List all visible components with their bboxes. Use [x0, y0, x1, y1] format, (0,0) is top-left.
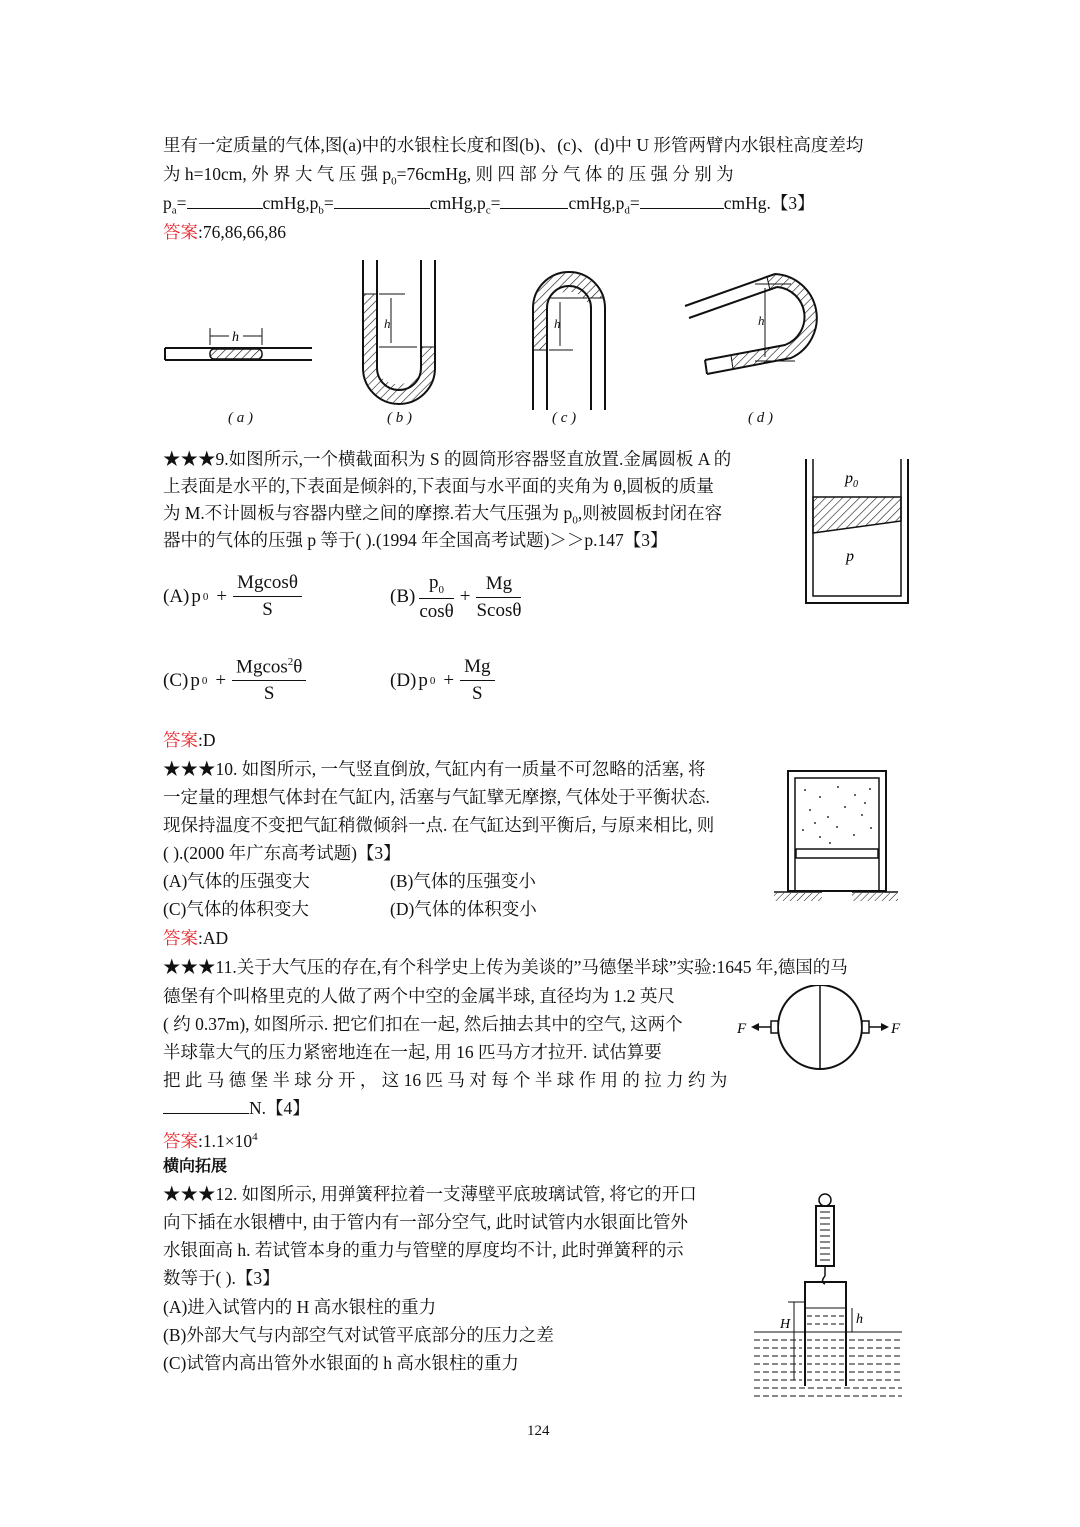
blank-pb[interactable] — [334, 192, 430, 209]
figure-d — [685, 274, 817, 374]
q11-line5: 把 此 马 德 堡 半 球 分 开 ， 这 16 匹 马 对 每 个 半 球 作 用 的 拉 力 约 为 — [163, 1070, 728, 1090]
q11-line1: ★★★11.关于大气压的存在,有个科学史上传为美谈的”马德堡半球”实验:1645 年,德国的马 — [163, 957, 848, 977]
caption-c: ( c ) — [552, 410, 577, 426]
page-number: 124 — [527, 1423, 550, 1439]
section-title: 横向拓展 — [163, 1156, 228, 1175]
blank-force[interactable] — [163, 1097, 249, 1114]
q10-line1: ★★★10. 如图所示, 一气竖直倒放, 气缸内有一质量不可忽略的活塞, 将 — [163, 759, 706, 779]
q12-option-c[interactable]: (C)试管内高出管外水银面的 h 高水银柱的重力 — [163, 1353, 519, 1373]
label-h: h — [856, 1312, 863, 1327]
q10-line3: 现保持温度不变把气缸稍微倾斜一点. 在气缸达到平衡后, 与原来相比, 则 — [163, 815, 715, 835]
svg-text:h: h — [758, 313, 765, 328]
q8-figures — [155, 250, 835, 440]
force-label-right: F — [891, 1021, 901, 1037]
q8-line1: 里有一定质量的气体,图(a)中的水银柱长度和图(b)、(c)、(d)中 U 形管两臂内水银柱高度差均 — [163, 135, 864, 155]
svg-text:h: h — [384, 316, 391, 331]
h-label-a: h — [232, 330, 239, 345]
q11-line6: N.【4】 — [163, 1096, 310, 1120]
figure-a — [165, 328, 312, 360]
q9-line4: 器中的气体的压强 p 等于( ).(1994 年全国高考试题)＞＞p.147【3】 — [163, 530, 668, 550]
q10-line4: ( ).(2000 年广东高考试题)【3】 — [163, 843, 401, 863]
blank-pd[interactable] — [640, 192, 724, 209]
q12-line4: 数等于( ).【3】 — [163, 1268, 280, 1288]
q8-answer: 答案:76,86,66,86 — [163, 222, 286, 242]
q12-figure — [750, 1190, 910, 1400]
q10-option-b[interactable]: (B)气体的压强变小 — [390, 871, 536, 891]
q9-line2: 上表面是水平的,下表面是倾斜的,下表面与水平面的夹角为 θ,圆板的质量 — [163, 476, 714, 496]
q12-option-a[interactable]: (A)进入试管内的 H 高水银柱的重力 — [163, 1297, 437, 1317]
q9-option-a[interactable]: (A) p 0 + $\frac{Mgcos\theta}{S}$ — [163, 572, 306, 621]
q8-blanks: $p_a=$ $cmHg,p_b=$ $cmHg,p_c=$ $cmHg,p_d=$ cmHg.【3】 — [163, 193, 815, 217]
q12-line3: 水银面高 h. 若试管本身的重力与管壁的厚度均不计, 此时弹簧秤的示 — [163, 1240, 684, 1260]
q11-line3: ( 约 0.37m), 如图所示. 把它们扣在一起, 然后抽去其中的空气, 这两个 — [163, 1014, 683, 1034]
q12-line2: 向下插在水银槽中, 由于管内有一部分空气, 此时试管内水银面比管外 — [163, 1212, 688, 1232]
label-p0: $p_0$ — [845, 470, 858, 490]
svg-text:h: h — [554, 316, 561, 331]
q11-figure — [735, 985, 910, 1075]
q11-line4: 半球靠大气的压力紧密地连在一起, 用 16 匹马方才拉开. 试估算要 — [163, 1042, 662, 1062]
q11-answer: 答案$:1.1\times 10^4$ — [163, 1130, 258, 1151]
q9-answer: 答案:D — [163, 730, 216, 750]
label-p: p — [846, 548, 854, 565]
q9-line3: 为 M.不计圆板与容器内壁之间的摩擦.若大气压强为 $p_0$,则被圆板封闭在容 — [163, 503, 723, 527]
q9-option-d[interactable]: (D) p 0 + $\frac{Mg}{S}$ — [390, 656, 499, 705]
q10-answer: 答案:AD — [163, 928, 229, 948]
q11-line2: 德堡有个叫格里克的人做了两个中空的金属半球, 直径均为 1.2 英尺 — [163, 986, 675, 1006]
caption-d: ( d ) — [748, 410, 773, 426]
blank-pc[interactable] — [500, 192, 568, 209]
q9-option-b[interactable]: (B) $\frac{p_0}{\cos\theta}$ + $\frac{Mg}{Scos\theta}$ — [390, 572, 522, 622]
q10-figure — [770, 765, 900, 910]
blank-pa[interactable] — [187, 192, 263, 209]
q8-line2: 为 h=10cm, 外 界 大 气 压 强 $p_0=76cmHg$, 则 四 部 分 气 体 的 压 强 分 别 为 — [163, 164, 734, 188]
caption-a: ( a ) — [228, 410, 253, 426]
q12-option-b[interactable]: (B)外部大气与内部空气对试管平底部分的压力之差 — [163, 1325, 554, 1345]
label-H: H — [780, 1317, 791, 1332]
figure-c — [533, 272, 605, 410]
force-label-left: F — [737, 1021, 747, 1037]
q10-option-c[interactable]: (C)气体的体积变大 — [163, 899, 309, 919]
q9-option-c[interactable]: (C) p 0 + $\frac{Mgcos^2\theta}{S}$ — [163, 656, 310, 705]
q10-option-a[interactable]: (A)气体的压强变大 — [163, 871, 310, 891]
q10-option-d[interactable]: (D)气体的体积变小 — [390, 899, 537, 919]
q9-line1: ★★★9.如图所示,一个横截面积为 S 的圆筒形容器竖直放置.金属圆板 A 的 — [163, 449, 732, 469]
q9-figure — [800, 455, 915, 605]
figure-b — [363, 260, 435, 404]
q10-line2: 一定量的理想气体封在气缸内, 活塞与气缸擘无摩擦, 气体处于平衡状态. — [163, 787, 710, 807]
q12-line1: ★★★12. 如图所示, 用弹簧秤拉着一支薄壁平底玻璃试管, 将它的开口 — [163, 1184, 697, 1204]
caption-b: ( b ) — [387, 410, 412, 426]
